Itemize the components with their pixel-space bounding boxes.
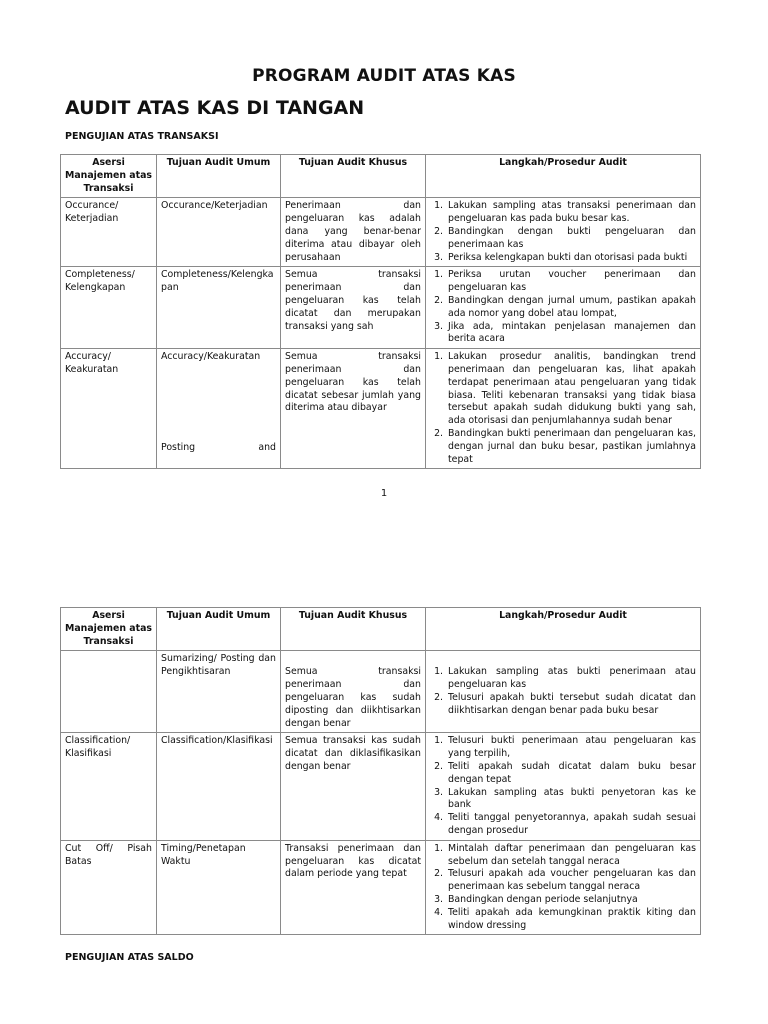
header-langkah: Langkah/Prosedur Audit (426, 155, 701, 198)
cell-langkah (426, 651, 701, 733)
table-row (61, 349, 701, 469)
step-list (430, 735, 696, 837)
cell-tujuan-umum: Sumarizing/ Posting dan Pengikhtisaran (157, 651, 281, 733)
list-item: 2. Teliti apakah sudah dicatat dalam buku besar dengan tepat (446, 761, 696, 787)
cell-asersi (61, 651, 157, 733)
list-item: 2. Telusuri apakah bukti tersebut sudah dicatat dan diikhtisarkan dengan benar pada buku besar (446, 692, 696, 718)
tujuan-umum-continuation: Posting and (161, 441, 276, 453)
list-item: 1. Mintalah daftar penerimaan dan pengeluaran kas sebelum dan setelah tanggal neraca (446, 843, 696, 869)
list-item: 4. Teliti tanggal penyetorannya, apakah sudah sesuai dengan prosedur (446, 812, 696, 838)
cell-tujuan-khusus: Semua transaksi penerimaan dan pengeluaran kas sudah diposting dan diikhtisarkan dengan benar (281, 651, 426, 733)
list-item: 1. Lakukan prosedur analitis, bandingkan trend penerimaan dan pengeluaran kas, lihat apakah terdapat penerimaan atau pengeluaran yang tidak biasa. Teliti kebenaran transaksi yang tidak biasa tersebut apakah sudah didukung bukti yang sah, ada otorisasi dan penjumlahannya sudah benar (446, 351, 696, 428)
cell-tujuan-khusus: Semua transaksi penerimaan dan pengeluaran kas telah dicatat dan merupakan transaksi yang sah (281, 267, 426, 349)
table-row (61, 267, 701, 349)
header-asersi: Asersi Manajemen atas Transaksi (61, 608, 157, 651)
cell-tujuan-umum (157, 349, 281, 469)
cell-tujuan-umum: Timing/Penetapan Waktu (157, 840, 281, 935)
list-item: 2. Telusuri apakah ada voucher pengeluaran kas dan penerimaan kas sebelum tanggal neraca (446, 868, 696, 894)
list-item: 2. Bandingkan dengan jurnal umum, pastikan apakah ada nomor yang dobel atau lompat, (446, 295, 696, 321)
list-item: 1. Lakukan sampling atas transaksi penerimaan dan pengeluaran kas pada buku besar kas. (446, 200, 696, 226)
list-item: 2. Bandingkan bukti penerimaan dan pengeluaran kas, dengan jurnal dan buku besar, pastikan jumlahnya tepat (446, 428, 696, 466)
cell-tujuan-umum: Occurance/Keterjadian (157, 198, 281, 267)
document-title: PROGRAM AUDIT ATAS KAS (252, 66, 516, 86)
cell-tujuan-umum: Completeness/Kelengkapan (157, 267, 281, 349)
cell-tujuan-khusus: Transaksi penerimaan dan pengeluaran kas dicatat dalam periode yang tepat (281, 840, 426, 935)
table-row (61, 198, 701, 267)
cell-asersi: Occurance/ Keterjadian (61, 198, 157, 267)
header-tujuan-khusus: Tujuan Audit Khusus (281, 608, 426, 651)
cell-asersi: Completeness/ Kelengkapan (61, 267, 157, 349)
table-row (61, 733, 701, 840)
table-row (61, 651, 701, 733)
audit-table-1 (60, 154, 701, 469)
list-item: 3. Lakukan sampling atas bukti penyetoran kas ke bank (446, 787, 696, 813)
tujuan-umum-text: Accuracy/Keakuratan (161, 351, 261, 363)
cell-tujuan-umum: Classification/Klasifikasi (157, 733, 281, 840)
step-list (430, 843, 696, 933)
cell-langkah (426, 349, 701, 469)
list-item: 2. Bandingkan dengan bukti pengeluaran dan penerimaan kas (446, 226, 696, 252)
list-item: 1. Periksa urutan voucher penerimaan dan pengeluaran kas (446, 269, 696, 295)
cell-asersi: Cut Off/ Pisah Batas (61, 840, 157, 935)
page-number: 1 (380, 488, 388, 499)
step-list (430, 200, 696, 264)
subsection-transaksi: PENGUJIAN ATAS TRANSAKSI (65, 131, 219, 142)
header-langkah: Langkah/Prosedur Audit (426, 608, 701, 651)
cell-langkah (426, 267, 701, 349)
list-item: 1. Telusuri bukti penerimaan atau pengeluaran kas yang terpilih, (446, 735, 696, 761)
cell-tujuan-khusus: Semua transaksi penerimaan dan pengeluaran kas telah dicatat sebesar jumlah yang diterima atau dibayar (281, 349, 426, 469)
list-item: 3. Bandingkan dengan periode selanjutnya (446, 894, 696, 907)
subsection-saldo: PENGUJIAN ATAS SALDO (65, 952, 194, 963)
audit-table-2 (60, 607, 701, 935)
step-list (430, 269, 696, 346)
table-header-row (61, 155, 701, 198)
table-header-row (61, 608, 701, 651)
header-asersi: Asersi Manajemen atas Transaksi (61, 155, 157, 198)
cell-asersi: Accuracy/ Keakuratan (61, 349, 157, 469)
list-item: 3. Periksa kelengkapan bukti dan otorisasi pada bukti (446, 252, 696, 265)
step-list (430, 666, 696, 717)
list-item: 3. Jika ada, mintakan penjelasan manajemen dan berita acara (446, 321, 696, 347)
list-item: 1. Lakukan sampling atas bukti penerimaan atau pengeluaran kas (446, 666, 696, 692)
list-item: 4. Teliti apakah ada kemungkinan praktik kiting dan window dressing (446, 907, 696, 933)
header-tujuan-khusus: Tujuan Audit Khusus (281, 155, 426, 198)
section-heading: AUDIT ATAS KAS DI TANGAN (65, 97, 365, 119)
header-tujuan-umum: Tujuan Audit Umum (157, 155, 281, 198)
cell-tujuan-khusus: Penerimaan dan pengeluaran kas adalah dana yang benar-benar diterima atau dibayar oleh perusahaan (281, 198, 426, 267)
cell-asersi: Classification/ Klasifikasi (61, 733, 157, 840)
step-list (430, 351, 696, 466)
header-tujuan-umum: Tujuan Audit Umum (157, 608, 281, 651)
cell-langkah (426, 840, 701, 935)
cell-langkah (426, 198, 701, 267)
cell-tujuan-khusus: Semua transaksi kas sudah dicatat dan diklasifikasikan dengan benar (281, 733, 426, 840)
cell-langkah (426, 733, 701, 840)
table-row (61, 840, 701, 935)
